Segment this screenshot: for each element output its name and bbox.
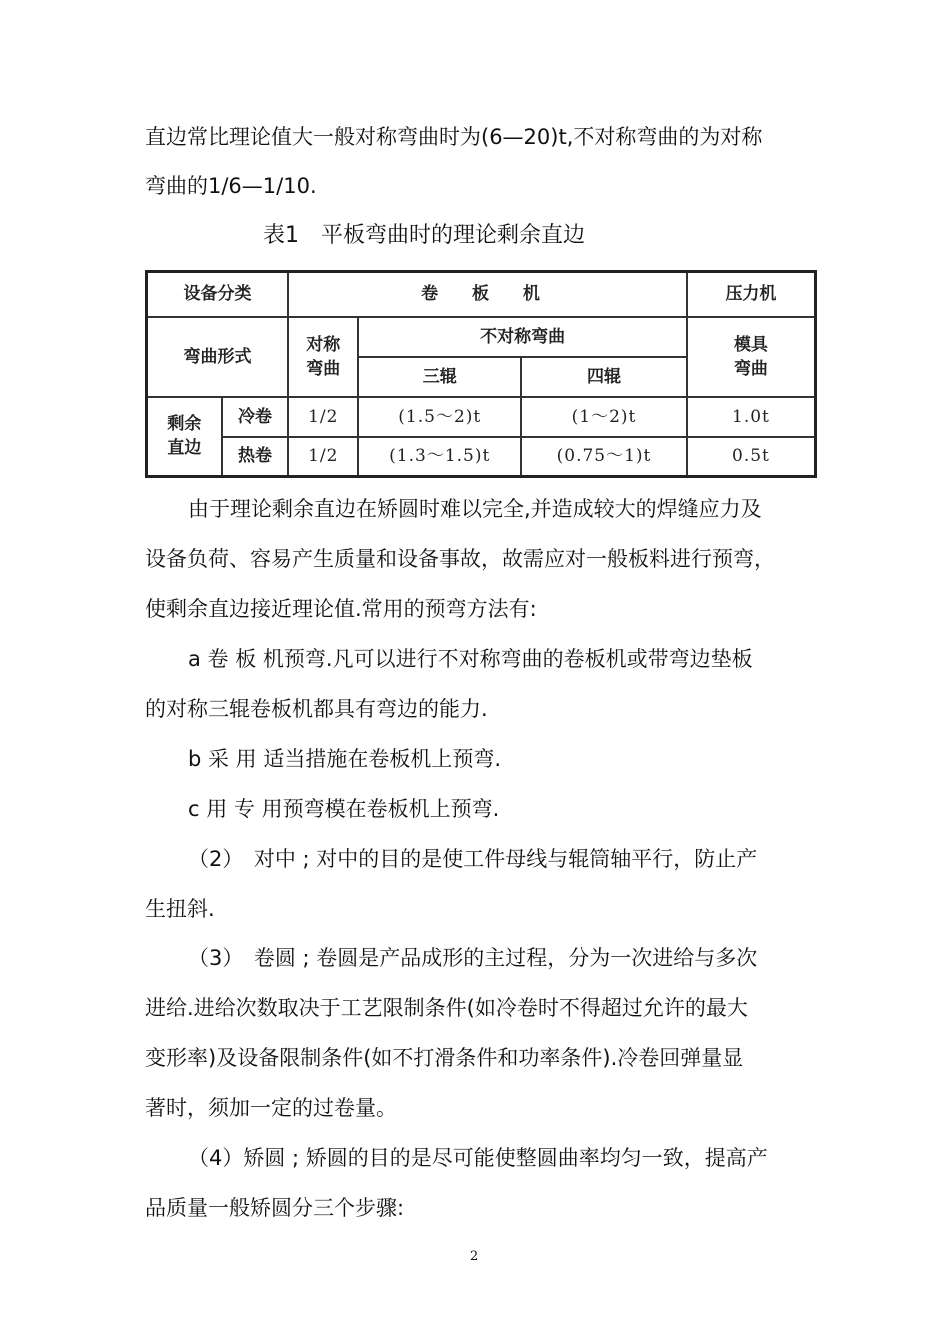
header-remaining-line2: 直边	[167, 438, 202, 459]
text-line: （4）矫圆 ; 矫圆的目的是尽可能使整圆曲率均匀一致，提高产	[188, 1146, 768, 1170]
header-symmetric-line1: 对称	[306, 334, 341, 355]
list-item-b: b 采 用 适当措施在卷板机上预弯.	[188, 747, 502, 771]
list-item-c: c 用 专 用预弯模在卷板机上预弯.	[188, 797, 500, 821]
table-row	[147, 397, 816, 437]
text-line: 的对称三辊卷板机都具有弯边的能力.	[145, 697, 488, 721]
text-line: 使剩余直边接近理论值.常用的预弯方法有:	[145, 597, 537, 621]
text-line: （2） 对中 ; 对中的目的是使工件母线与辊筒轴平行，防止产	[188, 847, 758, 871]
cell-three-roll: (1.3～1.5)t	[358, 437, 521, 477]
header-die	[687, 317, 816, 397]
header-three-roll: 三辊	[358, 357, 521, 397]
text-line: 著时，须加一定的过卷量。	[145, 1096, 397, 1120]
row-label: 冷卷	[222, 397, 288, 437]
cell-four-roll: (0.75～1)t	[521, 437, 687, 477]
header-symmetric-line2: 弯曲	[306, 358, 341, 379]
text-line: （3） 卷圆 ; 卷圆是产品成形的主过程，分为一次进给与多次	[188, 946, 758, 970]
header-bend-form: 弯曲形式	[147, 317, 289, 397]
straight-edge-table	[145, 270, 819, 480]
row-label: 热卷	[222, 437, 288, 477]
header-four-roll: 四辊	[521, 357, 687, 397]
table-row	[147, 437, 816, 477]
cell-four-roll: (1～2)t	[521, 397, 687, 437]
text-line: 直边常比理论值大一般对称弯曲时为(6—20)t,不对称弯曲的为对称	[145, 125, 763, 149]
header-symmetric	[288, 317, 358, 397]
header-equipment: 设备分类	[147, 272, 289, 317]
header-remaining-edge	[147, 397, 222, 477]
text-line: a 卷 板 机预弯.凡可以进行不对称弯曲的卷板机或带弯边垫板	[188, 647, 753, 671]
header-asymmetric: 不对称弯曲	[358, 317, 686, 357]
header-remaining-line1: 剩余	[167, 414, 202, 435]
cell-three-roll: (1.5～2)t	[358, 397, 521, 437]
header-press: 压力机	[687, 272, 816, 317]
text-line: 进给.进给次数取决于工艺限制条件(如冷卷时不得超过允许的最大	[145, 996, 748, 1020]
text-line: 设备负荷、容易产生质量和设备事故，故需应对一般板料进行预弯，	[145, 547, 775, 571]
cell-symmetric: 1/2	[288, 397, 358, 437]
text-line: 变形率)及设备限制条件(如不打滑条件和功率条件).冷卷回弹量显	[145, 1046, 744, 1070]
header-die-line1: 模具	[733, 334, 768, 355]
cell-symmetric: 1/2	[288, 437, 358, 477]
table-caption: 表1 平板弯曲时的理论剩余直边	[263, 223, 585, 248]
cell-die: 0.5t	[687, 437, 816, 477]
text-line: 品质量一般矫圆分三个步骤:	[145, 1196, 405, 1220]
page-number: 2	[470, 1249, 479, 1264]
text-line: 生扭斜.	[145, 897, 215, 921]
text-line: 弯曲的1/6—1/10.	[145, 174, 317, 198]
header-plate-roller: 卷 板 机	[288, 272, 687, 317]
text-line: 由于理论剩余直边在矫圆时难以完全,并造成较大的焊缝应力及	[188, 497, 762, 521]
header-die-line2: 弯曲	[733, 358, 768, 379]
cell-die: 1.0t	[687, 397, 816, 437]
